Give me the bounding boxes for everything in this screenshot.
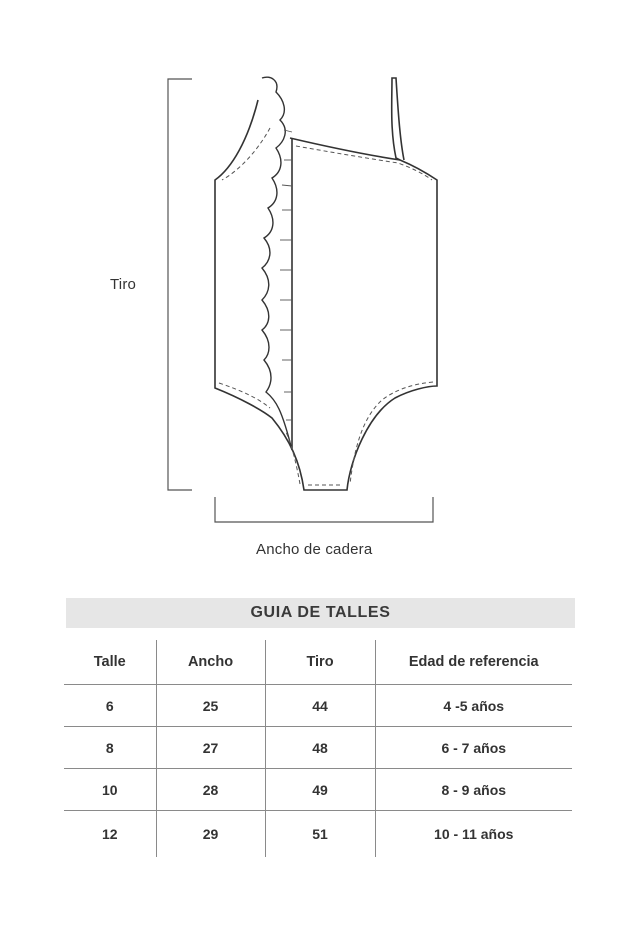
cell-talle: 10 — [64, 769, 156, 811]
size-guide-title: GUIA DE TALLES — [66, 598, 575, 628]
ruffle-ticks — [280, 130, 292, 420]
cell-talle: 12 — [101, 826, 118, 842]
swimsuit-neckline — [290, 138, 400, 160]
swimsuit-outline — [215, 78, 437, 490]
tiro-bracket — [168, 79, 192, 490]
ancho-bracket — [215, 497, 433, 522]
table-row — [64, 685, 572, 727]
cell-ancho: 25 — [156, 685, 265, 727]
cell-edad: 10 - 11 años — [375, 811, 572, 858]
cell-talle: 6 — [64, 685, 156, 727]
header-edad: Edad de referencia — [375, 640, 572, 685]
size-table — [64, 640, 572, 857]
table-header-row — [64, 640, 572, 685]
cell-edad: 8 - 9 años — [375, 769, 572, 811]
header-talle: Talle — [64, 640, 156, 685]
table-row — [64, 769, 572, 811]
cell-edad: 6 - 7 años — [375, 727, 572, 769]
cell-talle: 8 — [64, 727, 156, 769]
header-tiro: Tiro — [265, 640, 375, 685]
stitch-lines — [219, 128, 433, 485]
cell-ancho: 28 — [156, 769, 265, 811]
cell-tiro: 51 — [265, 811, 375, 858]
table-row — [64, 811, 572, 858]
tiro-label: Tiro — [110, 276, 137, 293]
cell-tiro: 44 — [265, 685, 375, 727]
cell-ancho: 29 — [156, 811, 265, 858]
cell-ancho: 27 — [156, 727, 265, 769]
cell-tiro: 49 — [265, 769, 375, 811]
header-ancho: Ancho — [156, 640, 265, 685]
ancho-label: Ancho de cadera — [256, 541, 373, 558]
cell-tiro: 48 — [265, 727, 375, 769]
table-row — [64, 727, 572, 769]
ruffle — [262, 77, 292, 450]
cell-edad: 4 -5 años — [375, 685, 572, 727]
